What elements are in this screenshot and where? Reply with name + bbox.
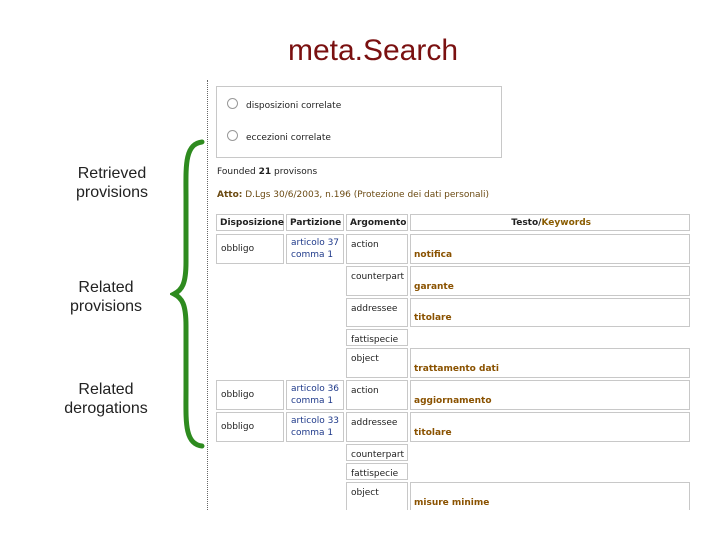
partizione-line: articolo 37 (291, 238, 340, 248)
cell-testo-keyword (410, 482, 690, 510)
cell-testo-keyword (410, 348, 690, 378)
cell-argomento: object (346, 482, 408, 510)
keyword-text: titolare (414, 313, 452, 323)
slide-title: meta.Search (287, 34, 459, 67)
option-disposizioni-correlate[interactable]: disposizioni correlate (227, 100, 341, 111)
cell-argomento: counterpart (346, 266, 408, 296)
cell-argomento: fattispecie (346, 463, 408, 480)
keyword-text: garante (414, 282, 454, 292)
column-header-disposizione: Disposizione (216, 214, 284, 231)
partizione-line: comma 1 (291, 428, 334, 438)
cell-argomento: addressee (346, 412, 408, 442)
radio-icon[interactable] (227, 130, 238, 141)
cell-testo-keyword (410, 266, 690, 296)
atto-reference: Atto: D.Lgs 30/6/2003, n.196 (Protezione dei dati personali) (217, 190, 490, 200)
column-header-argomento: Argomento (346, 214, 408, 231)
search-results-panel (212, 80, 692, 510)
cell-argomento: addressee (346, 298, 408, 327)
correlation-options (216, 86, 502, 158)
label-related-derogations: Related derogations (64, 381, 148, 417)
keyword-text: trattamento dati (414, 364, 499, 374)
keyword-text: aggiornamento (414, 396, 492, 406)
cell-argomento: action (346, 234, 408, 264)
cell-testo-keyword (410, 412, 690, 442)
cell-disposizione: obbligo (216, 380, 284, 410)
label-related-provisions: Related provisions (69, 279, 143, 315)
cell-partizione-link[interactable] (286, 412, 344, 442)
cell-testo-keyword (410, 380, 690, 410)
cell-argomento: object (346, 348, 408, 378)
radio-icon[interactable] (227, 98, 238, 109)
column-header-partizione: Partizione (286, 214, 344, 231)
column-header-testo-keywords: Testo/Keywords (410, 214, 690, 231)
cell-argomento: fattispecie (346, 329, 408, 346)
curly-brace-icon (170, 138, 206, 450)
cell-partizione-link[interactable] (286, 234, 344, 264)
keyword-text: titolare (414, 428, 452, 438)
cell-argomento: counterpart (346, 444, 408, 461)
option-eccezioni-correlate[interactable]: eccezioni correlate (227, 132, 331, 143)
partizione-line: comma 1 (291, 396, 334, 406)
divider-line (207, 80, 208, 510)
cell-argomento: action (346, 380, 408, 410)
keyword-text: notifica (414, 250, 453, 260)
cell-testo-keyword (410, 234, 690, 264)
cell-testo-keyword (410, 298, 690, 327)
cell-partizione-link[interactable] (286, 380, 344, 410)
partizione-line: articolo 36 (291, 384, 340, 394)
results-count: Founded 21 provisons (217, 167, 318, 177)
cell-disposizione: obbligo (216, 234, 284, 264)
partizione-line: comma 1 (291, 250, 334, 260)
cell-disposizione: obbligo (216, 412, 284, 442)
keyword-text: misure minime (414, 498, 490, 508)
partizione-line: articolo 33 (291, 416, 340, 426)
label-retrieved-provisions: Retrieved provisions (75, 165, 149, 201)
